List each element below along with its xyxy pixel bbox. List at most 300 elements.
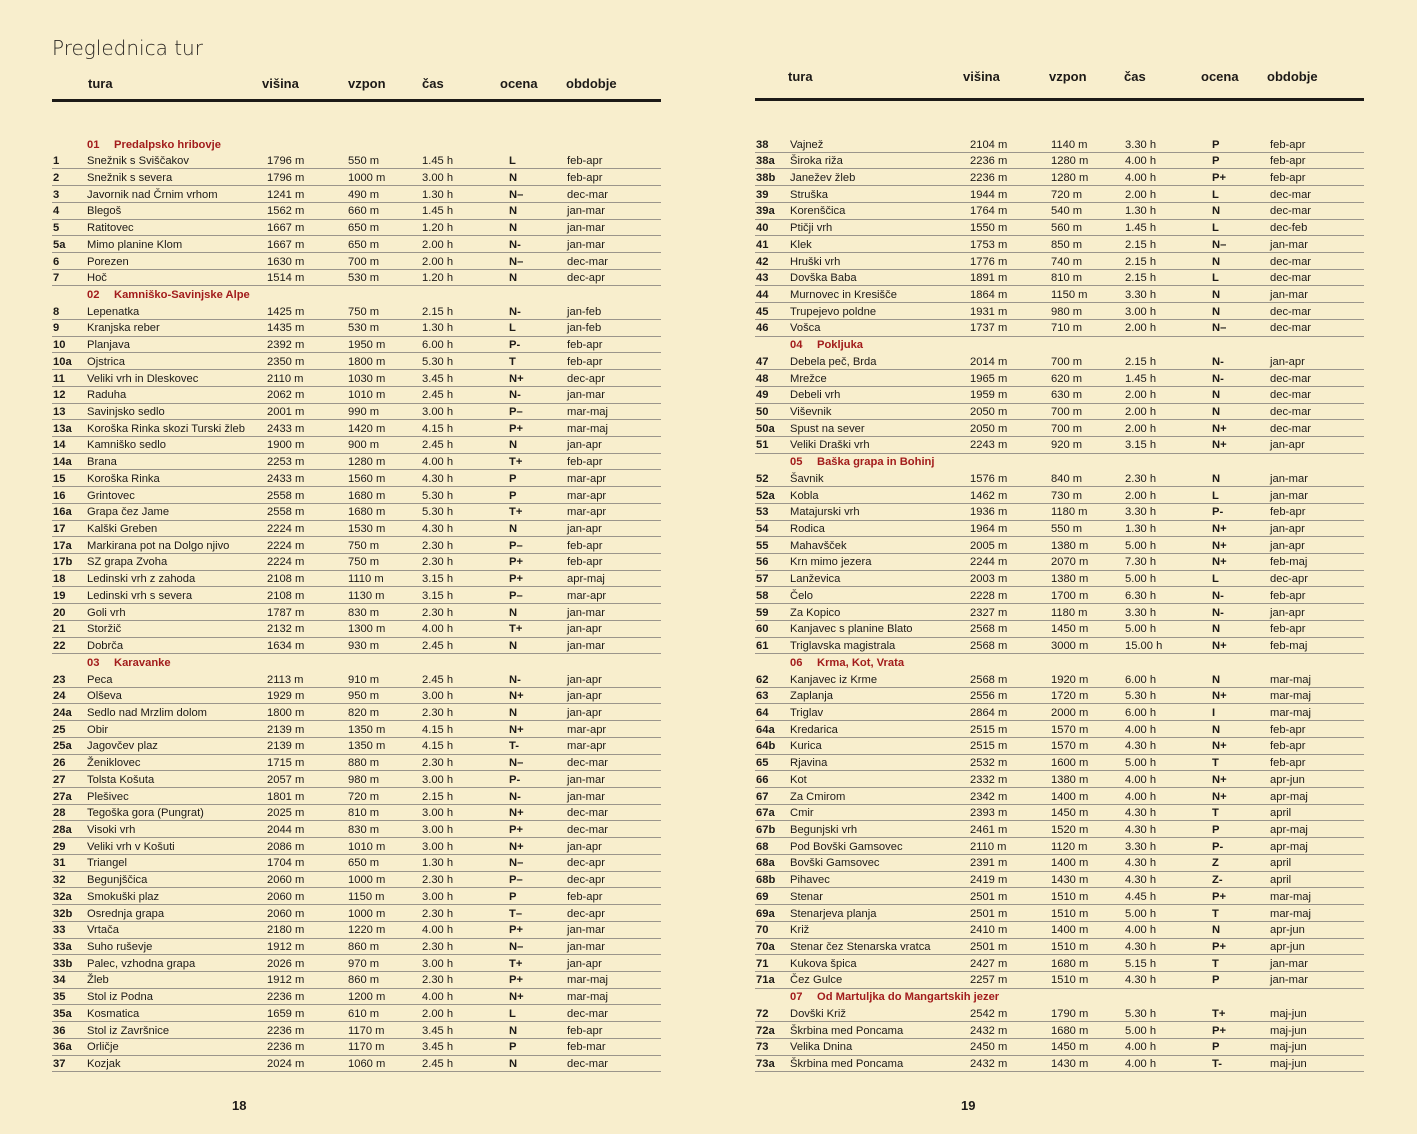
duration: 2.45 h (422, 640, 454, 653)
grade: I (1212, 706, 1216, 719)
season: dec-mar (1270, 205, 1312, 218)
tour-name: Orličje (87, 1041, 119, 1054)
ascent: 1280 m (348, 456, 386, 469)
table-row (755, 537, 1364, 554)
table-row (52, 370, 661, 387)
tour-name: Palec, vzhodna grapa (87, 957, 196, 970)
season: jan-apr (1270, 523, 1305, 536)
tour-number: 73a (756, 1058, 775, 1071)
ascent: 900 m (348, 439, 380, 452)
season: mar-maj (1270, 673, 1312, 686)
season: feb-maj (1270, 556, 1308, 569)
ascent: 1530 m (348, 523, 386, 536)
tour-number: 11 (53, 372, 65, 385)
tour-name: Korenščica (790, 205, 846, 218)
ascent: 1430 m (1051, 1058, 1089, 1071)
section-number: 07 (790, 991, 803, 1004)
table-row (52, 186, 661, 203)
section-heading (755, 654, 1364, 671)
altitude: 2568 m (970, 673, 1008, 686)
altitude: 2113 m (267, 673, 304, 686)
altitude: 1936 m (970, 506, 1008, 519)
season: jan-mar (1270, 489, 1308, 502)
altitude: 2244 m (970, 556, 1008, 569)
table-row (755, 554, 1364, 571)
duration: 2.15 h (422, 305, 454, 318)
ascent: 1510 m (1051, 907, 1089, 920)
section-heading (755, 454, 1364, 471)
altitude: 2132 m (267, 623, 305, 636)
tour-name: Rjavina (790, 757, 828, 770)
altitude: 2139 m (267, 723, 305, 736)
duration: 5.00 h (1125, 623, 1157, 636)
season: mar-maj (1270, 690, 1312, 703)
duration: 5.00 h (1125, 539, 1157, 552)
tour-number: 39 (756, 188, 769, 201)
header-visina: višina (262, 76, 299, 91)
altitude: 2057 m (267, 773, 305, 786)
season: maj-jun (1270, 1058, 1307, 1071)
section-title: Pokljuka (817, 339, 864, 352)
section-title: Predalpsko hribovje (114, 138, 221, 151)
ascent: 1200 m (348, 991, 386, 1004)
duration: 4.30 h (1125, 941, 1157, 953)
duration: 3.45 h (422, 372, 454, 385)
page-number: 19 (961, 1098, 976, 1113)
table-row (52, 220, 661, 237)
table-row (52, 972, 661, 989)
season: dec-mar (1270, 272, 1312, 285)
table-row (755, 721, 1364, 738)
tour-name: Javornik nad Črnim vrhom (87, 188, 218, 201)
duration: 1.45 h (422, 155, 454, 168)
tour-name: Vošca (790, 322, 821, 335)
tour-name: Snežnik s severa (87, 171, 173, 184)
season: feb-apr (567, 171, 603, 184)
tour-number: 6 (53, 255, 60, 268)
grade: L (1212, 188, 1219, 201)
table-row (52, 437, 661, 454)
tour-number: 35 (53, 991, 66, 1004)
table-row (52, 805, 661, 822)
ascent: 820 m (348, 706, 380, 719)
ascent: 1510 m (1051, 941, 1089, 953)
ascent: 1380 m (1051, 573, 1089, 586)
season: feb-mar (567, 1041, 606, 1054)
section-heading (52, 286, 661, 303)
ascent: 830 m (348, 606, 380, 619)
season: jan-mar (567, 606, 605, 619)
table-row (755, 1056, 1364, 1073)
table-row (755, 220, 1364, 237)
season: jan-mar (567, 941, 605, 953)
duration: 4.30 h (1125, 974, 1157, 987)
grade: N- (1212, 606, 1224, 619)
season: dec-feb (1270, 222, 1308, 235)
tour-number: 14 (53, 439, 66, 452)
altitude: 1931 m (970, 305, 1008, 318)
tour-number: 68 (756, 840, 769, 853)
season: mar-apr (567, 506, 607, 519)
altitude: 1704 m (267, 857, 305, 870)
duration: 2.30 h (422, 757, 454, 770)
ascent: 720 m (1051, 188, 1083, 201)
duration: 1.20 h (422, 222, 454, 235)
table-row (755, 939, 1364, 956)
altitude: 2060 m (267, 907, 305, 920)
grade: P+ (1212, 1024, 1226, 1037)
table-row (52, 721, 661, 738)
duration: 2.15 h (1125, 238, 1157, 251)
duration: 5.00 h (1125, 573, 1157, 586)
grade: N+ (1212, 439, 1227, 452)
tour-name: Sedlo nad Mrzlim dolom (87, 706, 208, 719)
grade: L (509, 322, 516, 335)
altitude: 2461 m (970, 823, 1008, 836)
table-row (52, 771, 661, 788)
grade: L (1212, 272, 1219, 285)
table-row (755, 621, 1364, 638)
altitude: 2014 m (970, 355, 1008, 368)
tour-number: 36 (53, 1024, 66, 1037)
tour-name: Krn mimo jezera (790, 556, 872, 569)
grade: N– (509, 941, 524, 953)
grade: P+ (509, 974, 523, 987)
altitude: 2558 m (267, 506, 305, 519)
grade: T (1212, 957, 1219, 970)
section-title: Krma, Kot, Vrata (817, 656, 905, 669)
header-obdobje: obdobje (566, 76, 617, 91)
table-row (52, 688, 661, 705)
duration: 3.00 h (422, 406, 454, 418)
section-heading (52, 136, 661, 153)
altitude: 2026 m (267, 957, 305, 970)
season: jan-apr (1270, 606, 1305, 619)
table-row (755, 872, 1364, 889)
season: feb-apr (567, 355, 603, 368)
ascent: 1140 m (1051, 138, 1088, 151)
ascent: 1680 m (1051, 957, 1089, 970)
duration: 1.30 h (422, 322, 454, 335)
grade: N (509, 171, 518, 184)
altitude: 1776 m (970, 255, 1008, 268)
ascent: 1060 m (348, 1058, 386, 1071)
season: jan-apr (567, 840, 602, 853)
tour-name: Savinjsko sedlo (87, 406, 165, 418)
altitude: 1550 m (970, 222, 1008, 235)
tour-number: 69 (756, 890, 769, 903)
tour-number: 23 (53, 673, 66, 686)
tour-name: Grintovec (87, 489, 135, 502)
table-row (52, 1056, 661, 1073)
table-row (755, 821, 1364, 838)
grade: P– (509, 406, 523, 418)
table-row (755, 370, 1364, 387)
header-visina: višina (963, 69, 1000, 84)
season: feb-apr (567, 1024, 603, 1037)
tour-number: 25a (53, 740, 72, 753)
season: dec-mar (567, 255, 609, 268)
ascent: 920 m (1051, 439, 1083, 452)
ascent: 560 m (1051, 222, 1083, 235)
section-number: 04 (790, 339, 803, 352)
table-row (52, 153, 661, 170)
grade: N+ (1212, 690, 1227, 703)
table-row (755, 286, 1364, 303)
tour-number: 41 (756, 238, 769, 251)
table-row (52, 337, 661, 354)
season: mar-apr (567, 589, 607, 602)
grade: T (1212, 757, 1219, 770)
tour-number: 33a (53, 941, 72, 953)
duration: 5.30 h (1125, 690, 1157, 703)
tour-number: 52 (756, 472, 769, 485)
grade: N (509, 272, 518, 285)
altitude: 2050 m (970, 406, 1008, 418)
tour-number: 2 (53, 171, 60, 184)
tour-name: Snežnik s Sviščakov (87, 155, 189, 168)
ascent: 1110 m (348, 573, 384, 586)
altitude: 2450 m (970, 1041, 1008, 1054)
table-row (755, 888, 1364, 905)
tour-number: 64 (756, 706, 769, 719)
grade: N– (1212, 238, 1227, 251)
altitude: 1944 m (970, 188, 1008, 201)
altitude: 2532 m (970, 757, 1008, 770)
header-ocena: ocena (1201, 69, 1239, 84)
duration: 3.00 h (422, 957, 454, 970)
table-row (52, 236, 661, 253)
tour-name: Hoč (87, 272, 107, 285)
tour-name: Plešivec (87, 790, 129, 803)
ascent: 750 m (348, 556, 380, 569)
table-row (755, 922, 1364, 939)
grade: N+ (1212, 523, 1227, 536)
ascent: 910 m (348, 673, 380, 686)
duration: 3.00 h (422, 773, 454, 786)
duration: 4.15 h (422, 422, 454, 435)
altitude: 1959 m (970, 389, 1008, 402)
tour-name: Čez Gulce (790, 974, 843, 987)
grade: P (1212, 974, 1220, 987)
table-row (52, 855, 661, 872)
altitude: 2501 m (970, 941, 1008, 953)
grade: T (1212, 907, 1219, 920)
season: dec-mar (1270, 372, 1312, 385)
tour-name: Žleb (87, 974, 109, 987)
ascent: 610 m (348, 1007, 380, 1020)
season: jan-mar (567, 924, 605, 937)
season: apr-jun (1270, 941, 1305, 953)
ascent: 1800 m (348, 355, 386, 368)
tour-name: Kurica (790, 740, 822, 753)
season: maj-jun (1270, 1007, 1307, 1020)
grade: N (509, 1024, 518, 1037)
ascent: 1790 m (1051, 1007, 1089, 1020)
duration: 4.00 h (422, 623, 454, 636)
ascent: 620 m (1051, 372, 1083, 385)
table-row (755, 704, 1364, 721)
altitude: 2257 m (970, 974, 1008, 987)
duration: 3.15 h (1125, 439, 1157, 452)
ascent: 980 m (1051, 305, 1083, 318)
grade: L (1212, 489, 1219, 502)
altitude: 2224 m (267, 539, 305, 552)
ascent: 860 m (348, 974, 380, 987)
ascent: 1150 m (348, 890, 385, 903)
season: feb-apr (1270, 171, 1306, 184)
tour-number: 24 (53, 690, 66, 703)
altitude: 2558 m (267, 489, 305, 502)
table-row (755, 270, 1364, 287)
ascent: 2000 m (1051, 706, 1089, 719)
tour-name: Peca (87, 673, 113, 686)
grade: L (509, 1007, 516, 1020)
grade: N (1212, 406, 1221, 418)
season: mar-maj (1270, 706, 1312, 719)
grade: P- (509, 773, 521, 786)
tour-name: Goli vrh (87, 606, 126, 619)
table-row (52, 270, 661, 287)
ascent: 950 m (348, 690, 380, 703)
tour-name: Murnovec in Kresišče (790, 288, 897, 301)
ascent: 1430 m (1051, 874, 1089, 887)
tour-number: 28a (53, 823, 72, 836)
grade: N- (1212, 355, 1224, 368)
table-row (755, 253, 1364, 270)
table-row (755, 186, 1364, 203)
duration: 3.30 h (1125, 288, 1157, 301)
season: apr-maj (567, 573, 605, 586)
tour-name: Viševnik (790, 406, 832, 418)
tour-name: Kalški Greben (87, 523, 158, 536)
ascent: 700 m (1051, 422, 1083, 435)
season: dec-mar (567, 823, 609, 836)
grade: P (1212, 823, 1220, 836)
ascent: 860 m (348, 941, 380, 953)
altitude: 1715 m (267, 757, 305, 770)
tour-name: Kosmatica (87, 1007, 140, 1020)
tour-table (755, 136, 1364, 1072)
altitude: 2350 m (267, 355, 305, 368)
altitude: 1912 m (267, 974, 305, 987)
tour-number: 55 (756, 539, 769, 552)
table-row (52, 838, 661, 855)
tour-name: Jagovčev plaz (87, 740, 158, 753)
tour-number: 7 (53, 272, 60, 285)
duration: 1.30 h (1125, 523, 1157, 536)
grade: Z (1212, 857, 1219, 870)
table-row (755, 420, 1364, 437)
grade: P (509, 489, 517, 502)
grade: N (1212, 924, 1221, 937)
season: feb-apr (1270, 623, 1306, 636)
tour-name: Triglav (790, 706, 824, 719)
tour-name: Blegoš (87, 205, 122, 218)
altitude: 2501 m (970, 890, 1008, 903)
altitude: 2044 m (267, 823, 305, 836)
altitude: 2327 m (970, 606, 1008, 619)
tour-number: 36a (53, 1041, 72, 1054)
tour-name: Osrednja grapa (87, 907, 165, 920)
tour-number: 31 (53, 857, 66, 870)
ascent: 650 m (348, 238, 380, 251)
altitude: 2542 m (970, 1007, 1008, 1020)
ascent: 1400 m (1051, 857, 1089, 870)
ascent: 750 m (348, 305, 380, 318)
table-row (52, 1022, 661, 1039)
tour-number: 64a (756, 723, 775, 736)
altitude: 2236 m (267, 1041, 305, 1054)
table-row (52, 604, 661, 621)
duration: 4.15 h (422, 740, 454, 753)
ascent: 1920 m (1051, 673, 1089, 686)
altitude: 2236 m (267, 1024, 305, 1037)
tour-name: Čelo (790, 589, 814, 602)
tour-name: Trupejevo poldne (790, 305, 877, 318)
grade: N+ (509, 840, 524, 853)
ascent: 700 m (348, 255, 380, 268)
tour-name: Mahavšček (790, 539, 847, 552)
grade: N- (509, 673, 521, 686)
table-row (52, 504, 661, 521)
season: dec-mar (1270, 188, 1312, 201)
table-row (52, 638, 661, 655)
duration: 2.30 h (422, 706, 454, 719)
duration: 2.00 h (422, 255, 454, 268)
ascent: 980 m (348, 773, 380, 786)
tour-number: 68b (756, 874, 776, 887)
grade: N– (1212, 322, 1227, 335)
ascent: 1680 m (348, 489, 386, 502)
ascent: 740 m (1051, 255, 1083, 268)
duration: 1.30 h (1125, 205, 1157, 218)
duration: 3.00 h (422, 890, 454, 903)
season: jan-mar (1270, 472, 1308, 485)
tour-name: Raduha (87, 389, 127, 402)
altitude: 1659 m (267, 1007, 305, 1020)
season: jan-mar (1270, 974, 1308, 987)
tour-name: Ojstrica (87, 355, 125, 368)
season: jan-apr (567, 439, 602, 452)
duration: 1.45 h (1125, 372, 1157, 385)
altitude: 2568 m (970, 623, 1008, 636)
duration: 3.45 h (422, 1041, 454, 1054)
tour-name: Pihavec (790, 874, 830, 887)
table-row (755, 136, 1364, 153)
altitude: 2410 m (970, 924, 1008, 937)
duration: 2.30 h (422, 941, 454, 953)
tour-name: Ledinski vrh z zahoda (87, 573, 196, 586)
duration: 4.30 h (1125, 807, 1157, 820)
duration: 1.20 h (422, 272, 454, 285)
tour-number: 26 (53, 757, 66, 770)
tour-number: 46 (756, 322, 769, 335)
duration: 2.30 h (422, 539, 454, 552)
season: jan-apr (1270, 439, 1305, 452)
duration: 4.00 h (422, 924, 454, 937)
grade: L (1212, 222, 1219, 235)
ascent: 1510 m (1051, 974, 1089, 987)
ascent: 1000 m (348, 874, 386, 887)
table-row (755, 1005, 1364, 1022)
column-header-row (52, 74, 661, 98)
season: dec-mar (567, 1058, 609, 1071)
table-row (755, 905, 1364, 922)
season: feb-apr (1270, 757, 1306, 770)
altitude: 1435 m (267, 322, 305, 335)
season: dec-mar (1270, 255, 1312, 268)
